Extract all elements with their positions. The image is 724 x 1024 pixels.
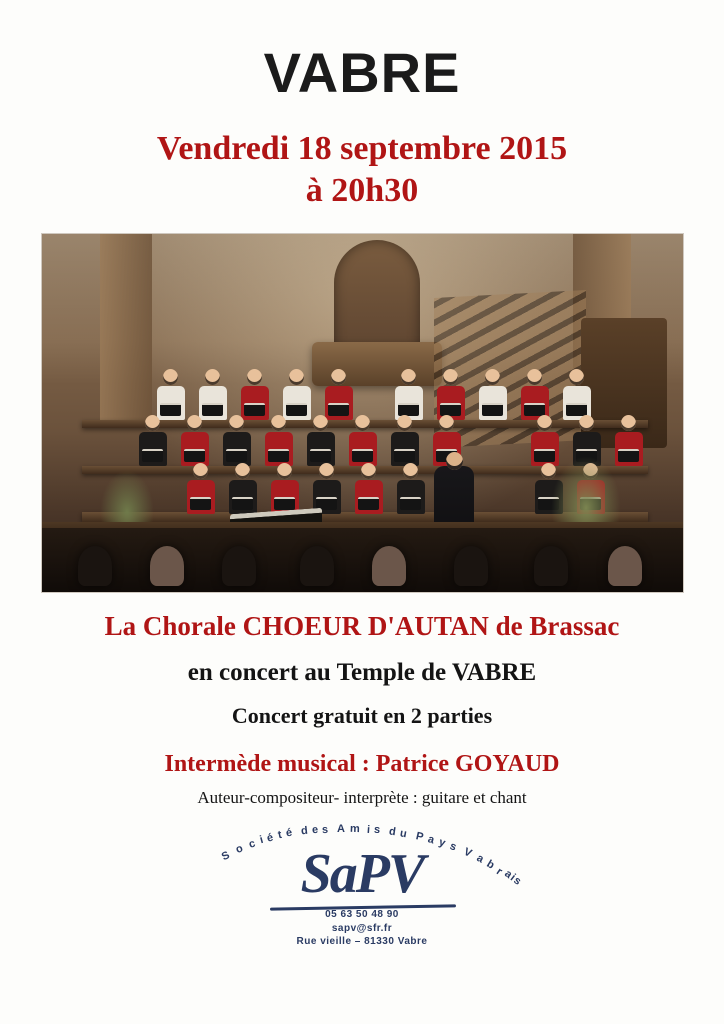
interlude-line: Intermède musical : Patrice GOYAUD <box>164 751 560 778</box>
page-title: VABRE <box>263 41 461 104</box>
free-concert-line: Concert gratuit en 2 parties <box>231 703 493 729</box>
choir-singer <box>348 415 378 466</box>
concert-photo-image <box>42 234 683 592</box>
photo-plant-left <box>100 470 154 530</box>
audience-head <box>534 546 568 586</box>
logo-email: sapv@sfr.fr <box>331 922 393 934</box>
choir-singer <box>396 463 426 514</box>
event-date-line1: Vendredi 18 septembre 2015 <box>156 129 568 167</box>
chorale-line: La Chorale CHOEUR D'AUTAN de Brassac <box>104 611 620 642</box>
audience-head <box>372 546 406 586</box>
audience-head <box>78 546 112 586</box>
concert-photo <box>41 233 684 593</box>
choir-singer <box>264 415 294 466</box>
event-date <box>0 129 724 211</box>
author-line: Auteur-compositeur- interprète : guitare et chant <box>197 788 527 808</box>
choir-singer <box>306 415 336 466</box>
choir-singer <box>312 463 342 514</box>
photo-audience <box>42 528 683 592</box>
concert-venue-line: en concert au Temple de VABRE <box>187 659 537 687</box>
choir-singer <box>354 463 384 514</box>
audience-head <box>300 546 334 586</box>
audience-head <box>454 546 488 586</box>
logo-monogram: SaPV <box>300 843 424 906</box>
choir-singer <box>180 415 210 466</box>
audience-head <box>608 546 642 586</box>
choir-singer <box>270 463 300 514</box>
choir-singer <box>138 415 168 466</box>
logo-arc-text: S o c i é t é d e s A m i s d u P a y s V a b r ais <box>219 822 525 889</box>
audience-head <box>222 546 256 586</box>
choir-singer <box>222 415 252 466</box>
audience-head <box>150 546 184 586</box>
logo-address: Rue vieille – 81330 Vabre <box>296 936 428 948</box>
choir-singer <box>186 463 216 514</box>
logo-phone: 05 63 50 48 90 <box>325 909 399 921</box>
choir-singer <box>228 463 258 514</box>
event-time-line: à 20h30 <box>305 171 419 209</box>
logo-contact <box>212 908 512 949</box>
choir-singer <box>390 415 420 466</box>
photo-plant-right <box>551 456 621 530</box>
photo-conductor-head <box>446 452 463 470</box>
sapv-logo <box>212 822 525 948</box>
